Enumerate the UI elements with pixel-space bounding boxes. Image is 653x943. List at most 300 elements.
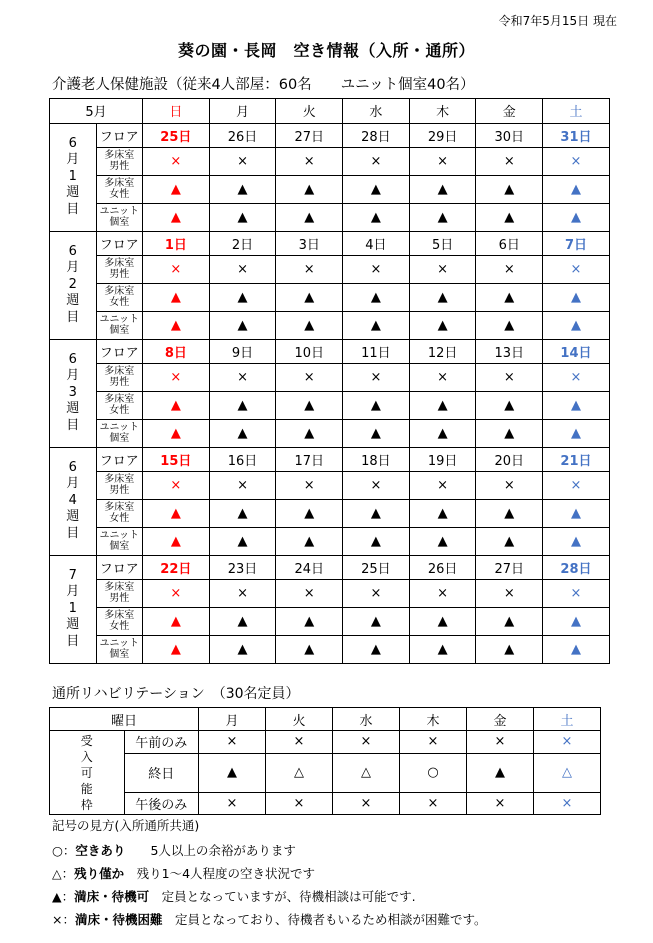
status-cell: ▲ xyxy=(409,311,476,339)
legend-term: 残り僅か xyxy=(74,866,125,881)
day-header: 火 xyxy=(266,708,333,731)
week-label-char: 目 xyxy=(66,633,80,649)
status-cell: ○ xyxy=(400,753,467,792)
status-cell: × xyxy=(209,148,276,176)
status-cell: ▲ xyxy=(343,607,410,635)
status-cell: ▲ xyxy=(409,635,476,663)
status-cell: × xyxy=(543,364,610,392)
room-type-text: 多床室 xyxy=(104,582,135,594)
status-cell: ▲ xyxy=(276,311,343,339)
status-cell: × xyxy=(400,792,467,815)
day-header: 土 xyxy=(534,708,601,731)
room-type-text: 男性 xyxy=(109,377,130,389)
status-cell: ▲ xyxy=(409,527,476,555)
table-row xyxy=(50,731,601,754)
table-row xyxy=(50,256,610,284)
day-header: 月 xyxy=(209,99,276,124)
room-type-text: 多床室 xyxy=(104,150,135,162)
status-cell: ▲ xyxy=(343,419,410,447)
date-cell: 18日 xyxy=(343,447,410,472)
date-cell: 23日 xyxy=(209,555,276,580)
table-row xyxy=(50,148,610,176)
floor-label: フロア xyxy=(96,447,143,472)
date-cell: 8日 xyxy=(143,339,210,364)
floor-label: フロア xyxy=(96,339,143,364)
status-cell: ▲ xyxy=(543,635,610,663)
date-cell: 27日 xyxy=(276,123,343,148)
status-cell: × xyxy=(209,580,276,608)
week-label xyxy=(50,555,97,663)
week-date-row xyxy=(50,339,610,364)
status-cell: ▲ xyxy=(276,499,343,527)
room-type-text: 女性 xyxy=(109,621,130,632)
status-cell: × xyxy=(400,731,467,754)
room-type-label xyxy=(96,607,143,635)
week-label-char: 6 xyxy=(68,135,77,151)
week-label xyxy=(50,447,97,555)
status-cell: ▲ xyxy=(343,203,410,231)
room-type-text: 多床室 xyxy=(104,394,135,405)
date-cell: 7日 xyxy=(543,231,610,256)
date-cell: 17日 xyxy=(276,447,343,472)
acceptance-label-char: 受 xyxy=(80,733,93,748)
status-cell: ▲ xyxy=(143,311,210,339)
room-type-text: ユニット xyxy=(99,530,140,541)
table-row xyxy=(50,753,601,792)
status-cell: ▲ xyxy=(143,283,210,311)
status-cell: ▲ xyxy=(543,419,610,447)
acceptance-label-char: 能 xyxy=(80,781,93,796)
page-title: 葵の園・長岡 空き情報（入所・通所） xyxy=(177,41,475,60)
status-cell: ▲ xyxy=(543,283,610,311)
room-type-text: ユニット xyxy=(99,638,140,649)
time-slot-label: 終日 xyxy=(124,753,199,792)
legend-symbol: △： xyxy=(52,866,75,881)
date-cell: 19日 xyxy=(409,447,476,472)
status-cell: ▲ xyxy=(276,283,343,311)
status-cell: △ xyxy=(266,753,333,792)
table-row xyxy=(50,364,610,392)
status-cell: ▲ xyxy=(476,527,543,555)
table-row xyxy=(50,580,610,608)
date-cell: 30日 xyxy=(476,123,543,148)
status-cell: × xyxy=(143,580,210,608)
status-cell: ▲ xyxy=(276,175,343,203)
week-label-char: 1 xyxy=(68,600,77,616)
status-cell: ▲ xyxy=(143,527,210,555)
table-row xyxy=(50,635,610,663)
date-cell: 1日 xyxy=(143,231,210,256)
room-type-text: 女性 xyxy=(109,405,130,416)
status-cell: × xyxy=(543,256,610,284)
room-type-label xyxy=(96,580,143,608)
status-cell: ▲ xyxy=(409,607,476,635)
floor-label: フロア xyxy=(96,555,143,580)
facility-availability-table xyxy=(49,98,610,664)
status-cell: ▲ xyxy=(476,391,543,419)
floor-label: フロア xyxy=(96,231,143,256)
room-type-text: 多床室 xyxy=(104,258,135,270)
status-cell: ▲ xyxy=(543,607,610,635)
room-type-text: 男性 xyxy=(109,161,130,173)
date-cell: 16日 xyxy=(209,447,276,472)
week-label-char: 2 xyxy=(68,276,77,292)
room-type-text: 女性 xyxy=(109,297,130,308)
status-cell: × xyxy=(467,731,534,754)
legend-desc: 定員となっており、待機者もいるため相談が困難です。 xyxy=(162,912,487,927)
room-type-label xyxy=(96,256,143,284)
time-slot-label: 午前のみ xyxy=(124,731,199,754)
week-label-char: 週 xyxy=(66,293,80,309)
status-cell: ▲ xyxy=(209,175,276,203)
table-header-row xyxy=(50,99,610,124)
date-cell: 9日 xyxy=(209,339,276,364)
acceptance-label xyxy=(50,731,125,815)
status-cell: × xyxy=(409,148,476,176)
time-slot-label: 午後のみ xyxy=(124,792,199,815)
status-cell: ▲ xyxy=(209,311,276,339)
room-type-text: 多床室 xyxy=(104,474,135,486)
status-cell: × xyxy=(476,148,543,176)
status-cell: ▲ xyxy=(543,311,610,339)
room-type-label xyxy=(96,419,143,447)
week-label-char: 3 xyxy=(68,384,77,400)
table-row xyxy=(50,792,601,815)
status-cell: × xyxy=(333,731,400,754)
date-cell: 31日 xyxy=(543,123,610,148)
status-cell: × xyxy=(476,364,543,392)
room-type-label xyxy=(96,148,143,176)
week-label-char: 週 xyxy=(66,401,80,417)
room-type-label xyxy=(96,527,143,555)
room-type-label xyxy=(96,499,143,527)
table-row xyxy=(50,283,610,311)
status-cell: × xyxy=(343,364,410,392)
status-cell: ▲ xyxy=(209,635,276,663)
room-type-text: 女性 xyxy=(109,513,130,524)
date-cell: 26日 xyxy=(409,555,476,580)
date-cell: 15日 xyxy=(143,447,210,472)
week-label-char: 月 xyxy=(66,368,80,384)
room-type-label xyxy=(96,175,143,203)
week-label-char: 6 xyxy=(68,243,77,259)
as-of-date: 令和7年5月15日 現在 xyxy=(498,14,617,28)
room-type-label xyxy=(96,364,143,392)
status-cell: ▲ xyxy=(476,607,543,635)
status-cell: × xyxy=(276,364,343,392)
day-header: 木 xyxy=(409,99,476,124)
legend-item-available xyxy=(52,841,296,859)
day-header: 水 xyxy=(343,99,410,124)
status-cell: ▲ xyxy=(543,203,610,231)
status-cell: × xyxy=(543,472,610,500)
week-date-row xyxy=(50,231,610,256)
status-cell: ▲ xyxy=(143,607,210,635)
room-type-label xyxy=(96,311,143,339)
status-cell: × xyxy=(467,792,534,815)
room-type-text: 男性 xyxy=(109,485,130,497)
date-cell: 28日 xyxy=(543,555,610,580)
status-cell: ▲ xyxy=(476,635,543,663)
room-type-text: 個室 xyxy=(109,217,130,228)
table-row xyxy=(50,472,610,500)
status-cell: ▲ xyxy=(543,175,610,203)
status-cell: × xyxy=(409,472,476,500)
table-row xyxy=(50,499,610,527)
legend-desc: 残り1～4人程度の空き状況です xyxy=(124,866,316,881)
status-cell: ▲ xyxy=(143,419,210,447)
status-cell: ▲ xyxy=(343,175,410,203)
status-cell: × xyxy=(343,580,410,608)
date-cell: 26日 xyxy=(209,123,276,148)
legend-term: 空きあり xyxy=(75,843,126,858)
status-cell: ▲ xyxy=(276,635,343,663)
status-cell: × xyxy=(476,580,543,608)
room-type-text: 男性 xyxy=(109,269,130,281)
room-type-text: 多床室 xyxy=(104,366,135,378)
day-header: 日 xyxy=(143,99,210,124)
status-cell: × xyxy=(543,148,610,176)
floor-label: フロア xyxy=(96,123,143,148)
status-cell: × xyxy=(209,256,276,284)
legend-term: 満床・待機可 xyxy=(74,889,150,904)
status-cell: ▲ xyxy=(209,607,276,635)
status-cell: ▲ xyxy=(209,527,276,555)
table-row xyxy=(50,419,610,447)
status-cell: ▲ xyxy=(476,203,543,231)
room-type-text: 個室 xyxy=(109,541,130,552)
status-cell: ▲ xyxy=(343,391,410,419)
room-type-text: 個室 xyxy=(109,325,130,336)
daycare-availability-table xyxy=(49,707,601,815)
week-label-char: 週 xyxy=(66,617,80,633)
week-date-row xyxy=(50,447,610,472)
week-label-char: 月 xyxy=(66,584,80,600)
daycare-heading: 通所リハビリテーション （30名定員） xyxy=(52,686,300,702)
date-cell: 28日 xyxy=(343,123,410,148)
legend-item-full-waitlist xyxy=(52,887,416,905)
week-label-char: 1 xyxy=(68,168,77,184)
date-cell: 20日 xyxy=(476,447,543,472)
status-cell: × xyxy=(534,792,601,815)
week-label-char: 月 xyxy=(66,260,80,276)
status-cell: ▲ xyxy=(276,419,343,447)
status-cell: × xyxy=(343,472,410,500)
date-cell: 27日 xyxy=(476,555,543,580)
legend-desc: 定員となっていますが、待機相談は可能です. xyxy=(149,889,416,904)
status-cell: ▲ xyxy=(409,175,476,203)
day-header: 月 xyxy=(199,708,266,731)
legend-item-full-no-waitlist xyxy=(52,910,487,928)
status-cell: ▲ xyxy=(209,283,276,311)
table-row xyxy=(50,391,610,419)
status-cell: ▲ xyxy=(209,499,276,527)
status-cell: × xyxy=(534,731,601,754)
room-type-text: 多床室 xyxy=(104,178,135,189)
week-label-char: 7 xyxy=(68,567,77,583)
date-cell: 21日 xyxy=(543,447,610,472)
week-label xyxy=(50,123,97,231)
status-cell: ▲ xyxy=(409,499,476,527)
status-cell: × xyxy=(543,580,610,608)
status-cell: ▲ xyxy=(199,753,266,792)
status-cell: ▲ xyxy=(543,499,610,527)
date-cell: 12日 xyxy=(409,339,476,364)
week-label-char: 週 xyxy=(66,185,80,201)
week-label-char: 4 xyxy=(68,492,77,508)
status-cell: × xyxy=(266,731,333,754)
room-type-label xyxy=(96,203,143,231)
date-cell: 14日 xyxy=(543,339,610,364)
week-label-char: 月 xyxy=(66,476,80,492)
week-label-char: 6 xyxy=(68,459,77,475)
status-cell: × xyxy=(266,792,333,815)
status-cell: × xyxy=(409,580,476,608)
room-type-text: 女性 xyxy=(109,189,130,200)
legend-desc: 5人以上の余裕があります xyxy=(125,843,296,858)
status-cell: × xyxy=(143,472,210,500)
status-cell: ▲ xyxy=(476,311,543,339)
status-cell: △ xyxy=(333,753,400,792)
status-cell: ▲ xyxy=(276,527,343,555)
status-cell: × xyxy=(209,364,276,392)
status-cell: △ xyxy=(534,753,601,792)
status-cell: × xyxy=(276,148,343,176)
status-cell: ▲ xyxy=(343,635,410,663)
room-type-text: 多床室 xyxy=(104,502,135,513)
status-cell: × xyxy=(343,256,410,284)
status-cell: ▲ xyxy=(409,203,476,231)
table-row xyxy=(50,607,610,635)
status-cell: × xyxy=(409,256,476,284)
date-cell: 3日 xyxy=(276,231,343,256)
week-label-char: 目 xyxy=(66,417,80,433)
status-cell: ▲ xyxy=(409,391,476,419)
status-cell: ▲ xyxy=(343,499,410,527)
day-header: 土 xyxy=(543,99,610,124)
week-date-row xyxy=(50,123,610,148)
date-cell: 6日 xyxy=(476,231,543,256)
legend-term: 満床・待機困難 xyxy=(74,912,163,927)
week-label-char: 目 xyxy=(66,525,80,541)
date-cell: 10日 xyxy=(276,339,343,364)
status-cell: ▲ xyxy=(209,419,276,447)
week-label xyxy=(50,339,97,447)
date-cell: 25日 xyxy=(343,555,410,580)
acceptance-label-char: 入 xyxy=(80,749,93,764)
status-cell: × xyxy=(476,256,543,284)
facility-heading: 介護老人保健施設（従来4人部屋：60名 ユニット個室40名） xyxy=(52,77,475,93)
week-label-char: 目 xyxy=(66,309,80,325)
room-type-text: 多床室 xyxy=(104,286,135,297)
status-cell: ▲ xyxy=(467,753,534,792)
date-cell: 4日 xyxy=(343,231,410,256)
room-type-label xyxy=(96,472,143,500)
week-label-char: 月 xyxy=(66,152,80,168)
week-label-char: 週 xyxy=(66,509,80,525)
week-label xyxy=(50,231,97,339)
room-type-label xyxy=(96,391,143,419)
status-cell: × xyxy=(333,792,400,815)
status-cell: ▲ xyxy=(209,391,276,419)
month-label: 5月 xyxy=(50,99,143,124)
table-row xyxy=(50,311,610,339)
table-row xyxy=(50,203,610,231)
room-type-text: 個室 xyxy=(109,433,130,444)
date-cell: 25日 xyxy=(143,123,210,148)
date-cell: 13日 xyxy=(476,339,543,364)
status-cell: ▲ xyxy=(143,203,210,231)
status-cell: ▲ xyxy=(209,203,276,231)
room-type-text: 多床室 xyxy=(104,610,135,621)
status-cell: ▲ xyxy=(543,527,610,555)
status-cell: × xyxy=(199,792,266,815)
status-cell: ▲ xyxy=(476,175,543,203)
date-cell: 5日 xyxy=(409,231,476,256)
room-type-text: ユニット xyxy=(99,206,140,217)
status-cell: × xyxy=(343,148,410,176)
weekday-label: 曜日 xyxy=(50,708,199,731)
legend-symbol: ×： xyxy=(52,912,75,927)
status-cell: × xyxy=(409,364,476,392)
status-cell: ▲ xyxy=(276,607,343,635)
legend-symbol: ○： xyxy=(52,843,76,858)
table-row xyxy=(50,175,610,203)
status-cell: ▲ xyxy=(143,175,210,203)
status-cell: × xyxy=(276,472,343,500)
status-cell: ▲ xyxy=(343,311,410,339)
week-label-char: 6 xyxy=(68,351,77,367)
status-cell: ▲ xyxy=(343,283,410,311)
status-cell: ▲ xyxy=(409,419,476,447)
day-header: 火 xyxy=(276,99,343,124)
status-cell: ▲ xyxy=(143,391,210,419)
week-label-char: 目 xyxy=(66,201,80,217)
status-cell: ▲ xyxy=(143,499,210,527)
room-type-label xyxy=(96,283,143,311)
status-cell: ▲ xyxy=(543,391,610,419)
acceptance-label-char: 枠 xyxy=(80,797,93,812)
date-cell: 24日 xyxy=(276,555,343,580)
status-cell: × xyxy=(476,472,543,500)
day-header: 木 xyxy=(400,708,467,731)
status-cell: × xyxy=(143,364,210,392)
table-header-row xyxy=(50,708,601,731)
status-cell: × xyxy=(143,148,210,176)
room-type-text: ユニット xyxy=(99,314,140,325)
day-header: 金 xyxy=(467,708,534,731)
status-cell: × xyxy=(199,731,266,754)
legend-heading: 記号の見方(入所通所共通) xyxy=(52,818,200,833)
room-type-text: ユニット xyxy=(99,422,140,433)
date-cell: 11日 xyxy=(343,339,410,364)
status-cell: × xyxy=(209,472,276,500)
status-cell: ▲ xyxy=(276,391,343,419)
table-row xyxy=(50,527,610,555)
week-date-row xyxy=(50,555,610,580)
status-cell: × xyxy=(276,580,343,608)
status-cell: ▲ xyxy=(476,499,543,527)
status-cell: ▲ xyxy=(276,203,343,231)
date-cell: 22日 xyxy=(143,555,210,580)
date-cell: 29日 xyxy=(409,123,476,148)
status-cell: × xyxy=(143,256,210,284)
room-type-text: 男性 xyxy=(109,593,130,605)
acceptance-label-char: 可 xyxy=(80,765,93,780)
status-cell: ▲ xyxy=(143,635,210,663)
date-cell: 2日 xyxy=(209,231,276,256)
legend-item-few-left xyxy=(52,864,315,882)
